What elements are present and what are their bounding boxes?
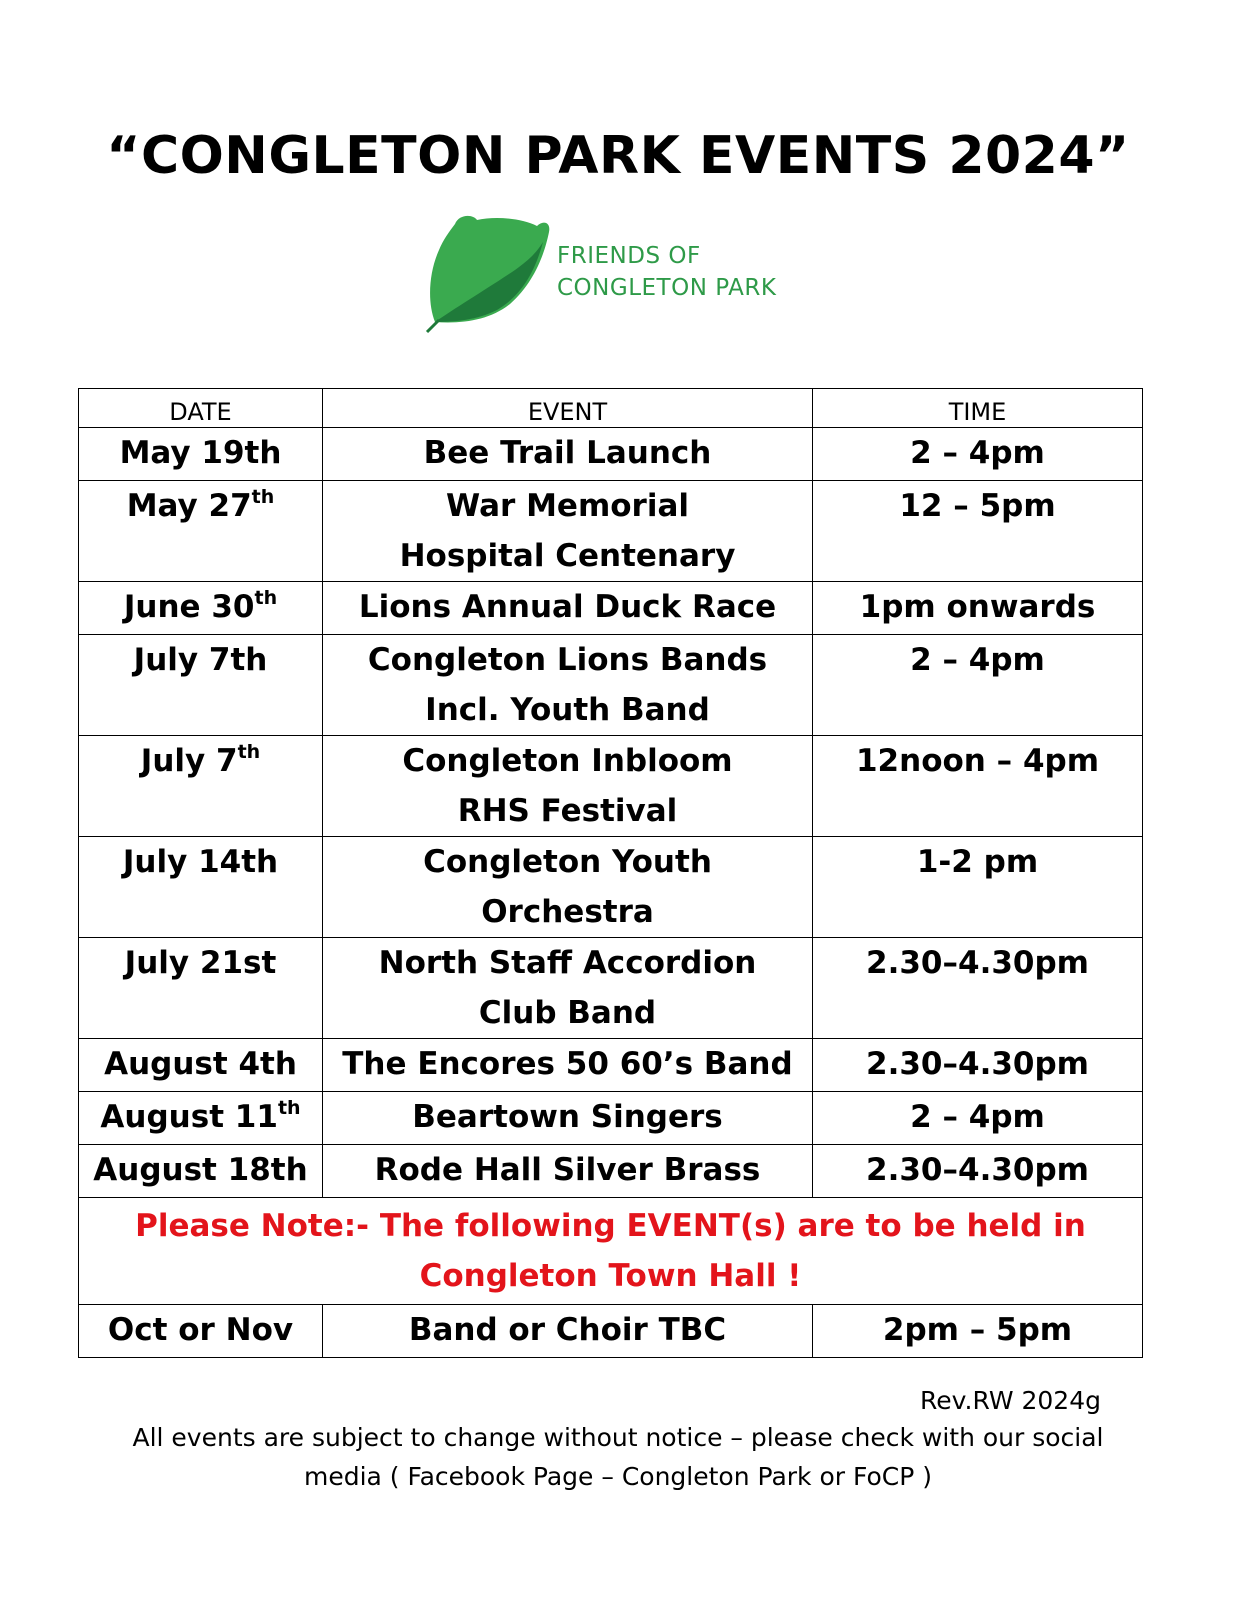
header-date: DATE [79, 389, 323, 428]
event-name-line: War Memorial [445, 488, 690, 524]
event-date-text: Oct or Nov [107, 1312, 294, 1348]
event-name [323, 1305, 813, 1358]
table-row [79, 582, 1143, 635]
event-date [79, 582, 323, 635]
event-date [79, 1305, 323, 1358]
logo-line-2: CONGLETON PARK [557, 275, 777, 301]
event-time: 1pm onwards [813, 582, 1143, 635]
event-name-line: The Encores 50 60’s Band [342, 1046, 793, 1082]
table-row [79, 736, 1143, 837]
venue-note-line1: Please Note:- The following EVENT(s) are to be held in [135, 1208, 1086, 1244]
event-name [323, 635, 813, 736]
event-name [323, 938, 813, 1039]
event-name [323, 481, 813, 582]
event-date-text: June 30 [123, 589, 255, 625]
event-name-line: RHS Festival [457, 793, 678, 829]
event-date [79, 1092, 323, 1145]
event-date-suffix: th [277, 1097, 301, 1119]
venue-note [79, 1198, 1143, 1305]
logo-line-1: FRIENDS OF [557, 243, 701, 269]
event-date-suffix: th [237, 741, 261, 763]
table-row [79, 481, 1143, 582]
table-row [79, 635, 1143, 736]
event-name-line: Rode Hall Silver Brass [374, 1152, 761, 1188]
event-date-text: July 7 [140, 743, 238, 779]
table-row [79, 1305, 1143, 1358]
page-title: “CONGLETON PARK EVENTS 2024” [106, 126, 1130, 186]
header-time: TIME [813, 389, 1143, 428]
event-name-line: Incl. Youth Band [425, 692, 710, 728]
event-name [323, 837, 813, 938]
event-date-suffix: th [251, 486, 275, 508]
events-table [78, 388, 1143, 1358]
table-row [79, 1039, 1143, 1092]
event-date-suffix: th [254, 587, 278, 609]
event-date [79, 635, 323, 736]
event-name [323, 582, 813, 635]
event-name [323, 1092, 813, 1145]
event-date-text: July 21st [124, 945, 277, 981]
event-time: 2 – 4pm [813, 428, 1143, 481]
venue-note-line2: Congleton Town Hall ! [419, 1258, 802, 1294]
event-date [79, 736, 323, 837]
event-name-line: Orchestra [481, 894, 654, 930]
event-date [79, 837, 323, 938]
bear-leaf-icon [425, 212, 555, 337]
revision-label: Rev.RW 2024g [920, 1386, 1101, 1415]
event-date-text: May 19th [119, 435, 282, 471]
event-time: 2 – 4pm [813, 635, 1143, 736]
event-time: 2 – 4pm [813, 1092, 1143, 1145]
table-header-row [79, 389, 1143, 428]
event-date-text: May 27 [126, 488, 252, 524]
friends-of-congleton-park-logo [425, 212, 805, 337]
event-name-line: Congleton Inbloom [402, 743, 733, 779]
logo-text [557, 240, 776, 304]
event-time: 12 – 5pm [813, 481, 1143, 582]
event-date [79, 1039, 323, 1092]
event-name-line: Club Band [478, 995, 657, 1031]
disclaimer [80, 1418, 1156, 1496]
event-date-text: July 14th [122, 844, 279, 880]
header-event: EVENT [323, 389, 813, 428]
event-name-line: Bee Trail Launch [423, 435, 712, 471]
event-time: 2.30–4.30pm [813, 1145, 1143, 1198]
event-name-line: Congleton Youth [423, 844, 712, 880]
event-name-line: Beartown Singers [412, 1099, 723, 1135]
event-date [79, 428, 323, 481]
table-row [79, 1092, 1143, 1145]
table-row [79, 938, 1143, 1039]
event-name-line: Hospital Centenary [399, 538, 736, 574]
event-name-line: Lions Annual Duck Race [358, 589, 777, 625]
event-date-text: July 7th [133, 642, 268, 678]
event-name [323, 1145, 813, 1198]
event-time: 2pm – 5pm [813, 1305, 1143, 1358]
event-time: 1-2 pm [813, 837, 1143, 938]
event-name [323, 736, 813, 837]
event-time: 2.30–4.30pm [813, 1039, 1143, 1092]
disclaimer-line-2: media ( Facebook Page – Congleton Park or FoCP ) [303, 1462, 933, 1491]
event-time: 2.30–4.30pm [813, 938, 1143, 1039]
event-name [323, 1039, 813, 1092]
event-name-line: North Staff Accordion [378, 945, 757, 981]
event-date-text: August 4th [104, 1046, 297, 1082]
table-row [79, 837, 1143, 938]
event-date [79, 481, 323, 582]
event-time: 12noon – 4pm [813, 736, 1143, 837]
disclaimer-line-1: All events are subject to change without notice – please check with our social [132, 1423, 1104, 1452]
event-date [79, 938, 323, 1039]
event-date-text: August 18th [93, 1152, 308, 1188]
event-name [323, 428, 813, 481]
event-date [79, 1145, 323, 1198]
venue-note-row [79, 1198, 1143, 1305]
table-row [79, 1145, 1143, 1198]
event-name-line: Band or Choir TBC [408, 1312, 727, 1348]
event-date-text: August 11 [100, 1099, 278, 1135]
table-row [79, 428, 1143, 481]
event-name-line: Congleton Lions Bands [367, 642, 768, 678]
